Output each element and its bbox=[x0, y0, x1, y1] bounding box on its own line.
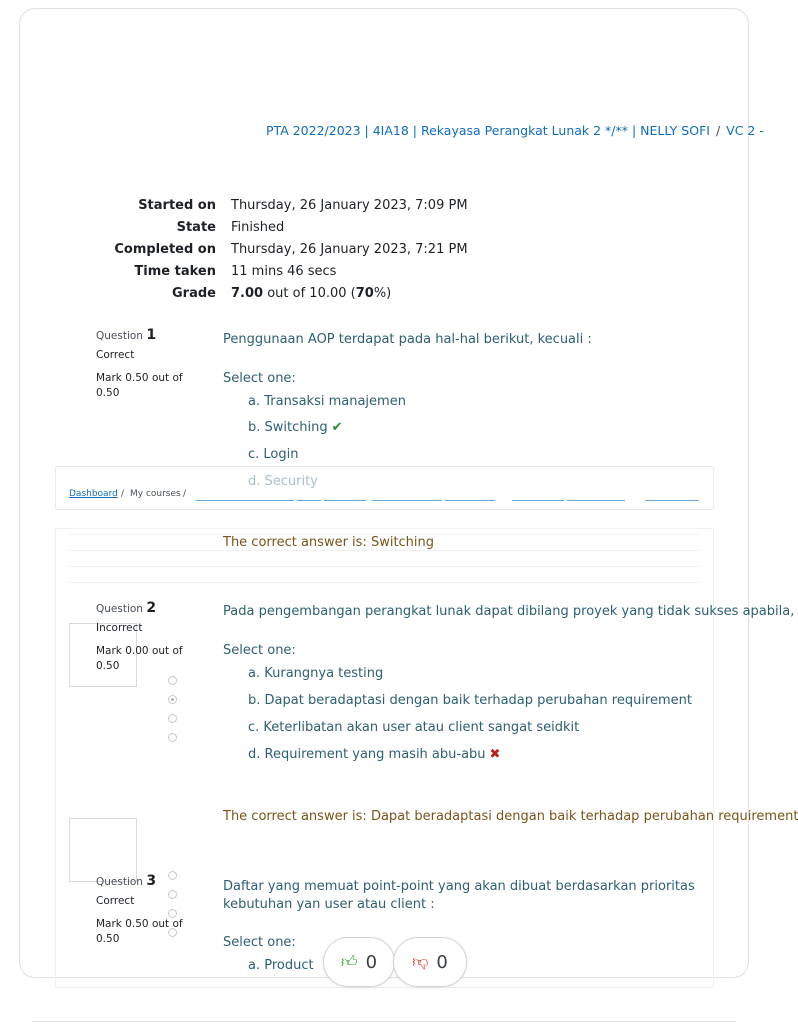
breadcrumb bbox=[266, 123, 764, 138]
grade-mid: out of 10.00 ( bbox=[263, 286, 356, 301]
question-mark: Mark 0.00 out of 0.50 bbox=[96, 645, 183, 672]
question-state: Correct bbox=[96, 349, 135, 361]
breadcrumb-separator: / bbox=[121, 489, 125, 499]
summary-row-grade bbox=[20, 283, 748, 305]
select-one-label: Select one: bbox=[223, 935, 296, 950]
question-prefix: Question bbox=[96, 330, 143, 342]
summary-row-state bbox=[20, 217, 748, 239]
select-one-label: Select one: bbox=[223, 643, 296, 658]
secondary-breadcrumb bbox=[55, 466, 714, 510]
nav-link-underline[interactable] bbox=[324, 500, 366, 501]
question-number-value: 1 bbox=[146, 327, 157, 343]
summary-value: Finished bbox=[231, 220, 285, 235]
question-number-value: 2 bbox=[146, 600, 157, 616]
question-text: Pada pengembangan perangkat lunak dapat dibilang proyek yang tidak sukses apabila, bbox=[223, 604, 795, 619]
summary-value: Thursday, 26 January 2023, 7:21 PM bbox=[231, 242, 468, 257]
question-mark: Mark 0.50 out of 0.50 bbox=[96, 918, 183, 945]
answer-option-selected[interactable] bbox=[248, 747, 500, 762]
footer-divider bbox=[32, 1021, 736, 1022]
upvote-button[interactable] bbox=[323, 937, 395, 987]
correct-answer-feedback: The correct answer is: Switching bbox=[223, 535, 435, 550]
radio-button[interactable] bbox=[168, 714, 177, 723]
summary-value: 11 mins 46 secs bbox=[231, 264, 337, 279]
answer-option[interactable]: a. Product bbox=[248, 958, 314, 973]
question-prefix: Question bbox=[96, 603, 143, 615]
select-one-label: Select one: bbox=[223, 371, 296, 386]
breadcrumb-separator: / bbox=[183, 489, 187, 499]
breadcrumb-current-link[interactable]: VC 2 - bbox=[726, 123, 764, 138]
summary-label: State bbox=[176, 220, 216, 235]
option-label: d. Requirement yang masih abu-abu bbox=[248, 747, 486, 762]
question-number bbox=[96, 873, 188, 889]
question-number-value: 3 bbox=[146, 873, 157, 889]
question-text: Penggunaan AOP terdapat pada hal-hal berikut, kecuali : bbox=[223, 332, 592, 347]
radio-button[interactable] bbox=[168, 676, 177, 685]
summary-label: Time taken bbox=[134, 264, 216, 279]
option-label: b. Switching bbox=[248, 420, 328, 435]
divider bbox=[68, 582, 700, 583]
summary-row-time-taken bbox=[20, 261, 748, 283]
nav-link-underline[interactable] bbox=[297, 500, 321, 501]
question-state: Incorrect bbox=[96, 622, 143, 634]
radio-button[interactable] bbox=[168, 733, 177, 742]
nav-link-underline[interactable] bbox=[372, 500, 442, 501]
question-text: Daftar yang memuat point-point yang akan dibuat berdasarkan prioritas kebutuhan yan user atau client : bbox=[223, 879, 695, 912]
question-mark: Mark 0.50 out of 0.50 bbox=[96, 372, 183, 399]
my-courses-link[interactable]: My courses bbox=[130, 489, 181, 499]
answer-option[interactable]: b. Dapat beradaptasi dengan baik terhadap perubahan requirement bbox=[248, 693, 692, 708]
question-info bbox=[96, 327, 188, 401]
attempt-summary bbox=[20, 195, 748, 305]
cross-icon: ✖ bbox=[489, 747, 501, 762]
downvote-button[interactable] bbox=[393, 937, 467, 987]
nav-link-underline[interactable] bbox=[445, 500, 495, 501]
thumbs-up-icon: 👍︎ bbox=[340, 952, 358, 971]
answer-option[interactable]: a. Transaksi manajemen bbox=[248, 394, 406, 409]
answer-option[interactable]: c. Keterlibatan akan user atau client sangat seidkit bbox=[248, 720, 580, 735]
correct-answer-feedback: The correct answer is: Dapat beradaptasi dengan baik terhadap perubahan requirement bbox=[223, 809, 798, 824]
nav-link-underline[interactable] bbox=[645, 500, 699, 501]
answer-option[interactable]: a. Kurangnya testing bbox=[248, 666, 384, 681]
quiz-review-card bbox=[19, 8, 798, 978]
summary-row-completed bbox=[20, 239, 748, 261]
nav-link-underline[interactable] bbox=[512, 500, 564, 501]
radio-button[interactable] bbox=[168, 695, 177, 704]
downvote-count: 0 bbox=[436, 951, 448, 973]
answer-option-selected[interactable] bbox=[248, 420, 343, 435]
question-info bbox=[96, 873, 188, 947]
dashboard-link[interactable]: Dashboard bbox=[69, 489, 118, 499]
grade-label: Grade bbox=[172, 286, 216, 301]
answer-option[interactable]: c. Login bbox=[248, 447, 299, 462]
breadcrumb-separator: / bbox=[715, 123, 721, 138]
divider bbox=[68, 566, 700, 567]
grade-end: %) bbox=[373, 286, 392, 301]
question-number bbox=[96, 600, 188, 616]
question-prefix: Question bbox=[96, 876, 143, 888]
nav-link-underline[interactable] bbox=[196, 500, 294, 501]
check-icon: ✔ bbox=[331, 420, 343, 435]
grade-score: 7.00 bbox=[231, 286, 264, 301]
summary-value: Thursday, 26 January 2023, 7:09 PM bbox=[231, 198, 468, 213]
upvote-count: 0 bbox=[365, 951, 378, 973]
divider bbox=[68, 550, 700, 551]
question-info bbox=[96, 600, 188, 674]
grade-value bbox=[231, 286, 391, 301]
breadcrumb-course-link[interactable]: PTA 2022/2023 | 4IA18 | Rekayasa Perangkat Lunak 2 */** | NELLY SOFI bbox=[266, 123, 710, 138]
thumbs-down-icon: 👎︎ bbox=[412, 952, 429, 971]
summary-label: Completed on bbox=[114, 242, 216, 257]
grade-percent: 70 bbox=[355, 286, 374, 301]
question-state: Correct bbox=[96, 895, 135, 907]
question-number bbox=[96, 327, 188, 343]
summary-row-started bbox=[20, 195, 748, 217]
nav-link-underline[interactable] bbox=[567, 500, 625, 501]
summary-label: Started on bbox=[138, 198, 216, 213]
